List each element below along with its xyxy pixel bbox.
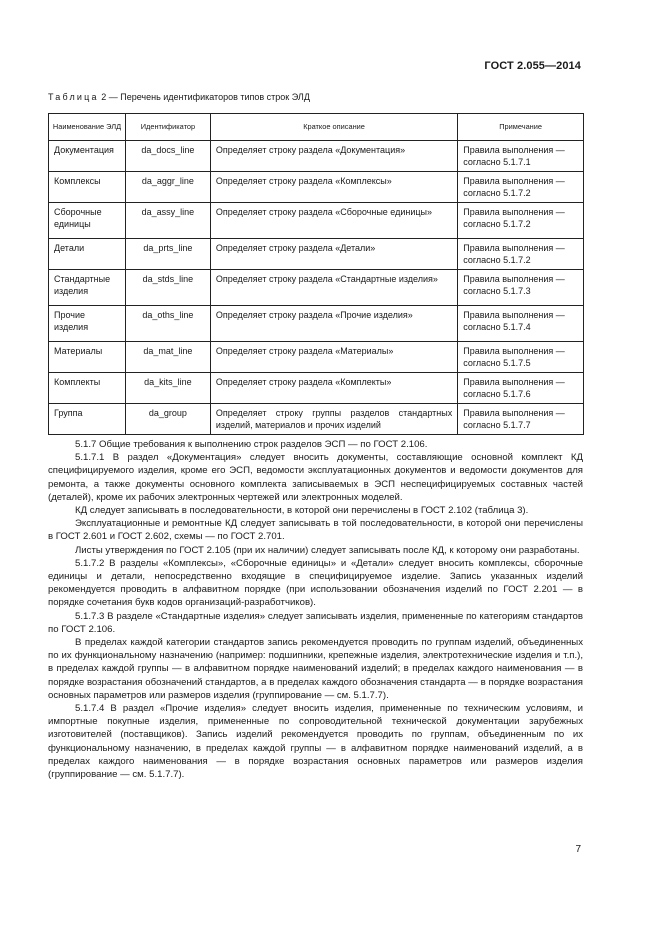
cell-description: Определяет строку раздела «Комплекты»: [210, 373, 457, 404]
table-row: [49, 373, 584, 404]
cell-description: Определяет строку раздела «Комплексы»: [210, 172, 457, 203]
cell-description: Определяет строку группы разделов стандартных изделий, материалов и прочих изделий: [210, 404, 457, 435]
paragraph-5-1-7: 5.1.7 Общие требования к выполнению строк разделов ЭСП — по ГОСТ 2.106.: [75, 439, 428, 450]
cell-note: Правила выполнения — согласно 5.1.7.1: [458, 141, 584, 172]
table-row: [49, 203, 584, 239]
eld-identifiers-table: [48, 113, 584, 435]
cell-note: Правила выполнения — согласно 5.1.7.3: [458, 270, 584, 306]
column-header-id: Идентификатор: [125, 114, 210, 141]
table-row: [49, 404, 584, 435]
paragraph-kd-order: КД следует записывать в последовательности, в которой они перечислены в ГОСТ 2.102 (таблица 3).: [75, 505, 529, 517]
table-caption-label: Таблица: [48, 92, 99, 102]
cell-identifier: da_kits_line: [125, 373, 210, 404]
cell-name: Комплекты: [49, 373, 126, 404]
table-row: [49, 239, 584, 270]
cell-identifier: da_stds_line: [125, 270, 210, 306]
paragraph-standard-categories: В пределах каждой категории стандартов запись рекомендуется проводить по группам изделий, объединенных по их функциональному назначению (например: подшипники, крепежные изделия, электротехнические изделия и т.п.), в пределах каждой группы — в алфавитном порядке наименований изделий; в пределах каждого наименования — в порядке возрастания обозначений стандартов, а в пределах каждого обозначения стандарта — в порядке возрастания основных параметров или размеров изделия (группирование — см. 5.1.7.7).: [48, 637, 583, 701]
table-row: [49, 306, 584, 342]
cell-note: Правила выполнения — согласно 5.1.7.7: [458, 404, 584, 435]
cell-identifier: da_assy_line: [125, 203, 210, 239]
table-row: [49, 172, 584, 203]
cell-name: Материалы: [49, 342, 126, 373]
paragraph-5-1-7-1: 5.1.7.1 В раздел «Документация» следует вносить документы, составляющие основной комплект КД специфицируемого изделия, кроме его ЭСП, ведомости эксплуатационных документов и ведомости документов для ремонта, а также документы основного комплекта записываемых в ЭСП неспецифицируемых составных частей (деталей), кроме их рабочих электронных чертежей или электронных моделей.: [48, 452, 583, 503]
cell-description: Определяет строку раздела «Документация»: [210, 141, 457, 172]
column-header-description: Краткое описание: [210, 114, 457, 141]
table-row: [49, 342, 584, 373]
cell-name: Стандартные изделия: [49, 270, 126, 306]
cell-description: Определяет строку раздела «Стандартные изделия»: [210, 270, 457, 306]
table-header-row: [49, 114, 584, 141]
cell-note: Правила выполнения — согласно 5.1.7.4: [458, 306, 584, 342]
table-row: [49, 270, 584, 306]
cell-name: Прочие изделия: [49, 306, 126, 342]
cell-name: Детали: [49, 239, 126, 270]
table-caption: [48, 92, 310, 102]
column-header-name: Наименование ЭЛД: [49, 114, 126, 141]
cell-identifier: da_oths_line: [125, 306, 210, 342]
cell-identifier: da_prts_line: [125, 239, 210, 270]
standard-designation: ГОСТ 2.055—2014: [484, 60, 581, 72]
cell-note: Правила выполнения — согласно 5.1.7.6: [458, 373, 584, 404]
cell-identifier: da_docs_line: [125, 141, 210, 172]
cell-name: Группа: [49, 404, 126, 435]
cell-note: Правила выполнения — согласно 5.1.7.2: [458, 172, 584, 203]
cell-identifier: da_group: [125, 404, 210, 435]
cell-name: Комплексы: [49, 172, 126, 203]
column-header-note: Примечание: [458, 114, 584, 141]
cell-name: Сборочные единицы: [49, 203, 126, 239]
page-number: 7: [575, 844, 581, 855]
paragraph-5-1-7-2: 5.1.7.2 В разделы «Комплексы», «Сборочные единицы» и «Детали» следует вносить комплексы, сборочные единицы и детали, непосредственно входящие в специфицируемое изделие. Запись указанных изделий рекомендуется проводить в алфавитном порядке (при использовании обозначения изделий по ГОСТ 2.201 — в порядке сочетания букв кодов организаций-разработчиков).: [48, 557, 583, 609]
table-caption-text: 2 — Перечень идентификаторов типов строк ЭЛД: [101, 92, 310, 102]
body-text: [48, 438, 583, 781]
cell-description: Определяет строку раздела «Сборочные единицы»: [210, 203, 457, 239]
paragraph-5-1-7-3: 5.1.7.3 В разделе «Стандартные изделия» следует записывать изделия, примененные по категориям стандартов по ГОСТ 2.106.: [48, 610, 583, 635]
cell-identifier: da_aggr_line: [125, 172, 210, 203]
cell-name: Документация: [49, 141, 126, 172]
cell-description: Определяет строку раздела «Материалы»: [210, 342, 457, 373]
cell-description: Определяет строку раздела «Прочие изделия»: [210, 306, 457, 342]
cell-description: Определяет строку раздела «Детали»: [210, 239, 457, 270]
cell-identifier: da_mat_line: [125, 342, 210, 373]
table-row: [49, 141, 584, 172]
paragraph-approval-sheets: Листы утверждения по ГОСТ 2.105 (при их наличии) следует записывать после КД, к которому они разработаны.: [75, 544, 580, 556]
cell-note: Правила выполнения — согласно 5.1.7.5: [458, 342, 584, 373]
cell-note: Правила выполнения — согласно 5.1.7.2: [458, 239, 584, 270]
paragraph-operational-kd: Эксплуатационные и ремонтные КД следует записывать в той последовательности, в которой они перечислены в ГОСТ 2.601 и ГОСТ 2.602, схемы — по ГОСТ 2.701.: [48, 518, 583, 543]
cell-note: Правила выполнения — согласно 5.1.7.2: [458, 203, 584, 239]
paragraph-5-1-7-4: 5.1.7.4 В раздел «Прочие изделия» следует вносить изделия, примененные по техническим условиям, и импортные покупные изделия, примененные по сопроводительной технической документации зарубежных изготовителей (поставщиков). Запись изделий рекомендуется проводить по группам, объединенным по их функциональному назначению, в пределах каждой группы — в алфавитном порядке наименований изделий, а в пределах каждого наименования — в порядке возрастания основных параметров или размеров изделия (группирование — см. 5.1.7.7).: [48, 703, 583, 781]
